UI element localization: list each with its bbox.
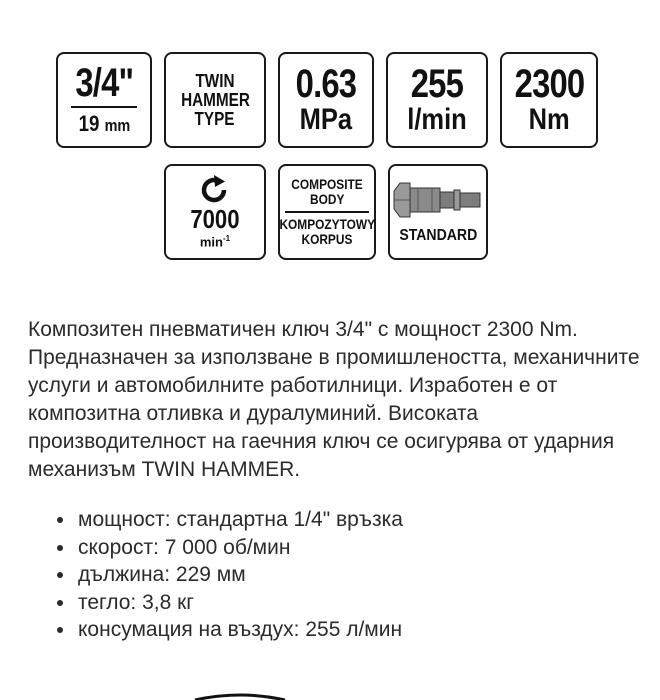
composite-body-badge (278, 164, 376, 260)
cropped-icon-edge (190, 692, 290, 700)
hammer-type-line-2: HAMMER (180, 89, 250, 110)
divider-line (285, 211, 369, 213)
drive-size-fraction: 3/4" (75, 60, 133, 105)
pressure-value: 0.63 (295, 62, 357, 106)
list-item: • консумация на въздух: 255 л/мин (76, 616, 403, 644)
rotate-arrow-icon (198, 174, 232, 204)
list-item: • скорост: 7 000 об/мин (76, 534, 403, 562)
drive-size-mm (78, 112, 130, 138)
drive-size-badge (56, 52, 152, 148)
drive-size-mm-value: 19 (78, 110, 99, 136)
speed-value: 7000 (190, 204, 240, 235)
air-flow-unit: l/min (407, 103, 467, 136)
list-item: • мощност: стандартна 1/4" връзка (76, 506, 403, 534)
speed-badge (164, 164, 266, 260)
list-item: • дължина: 229 мм (76, 561, 403, 589)
speed-unit (200, 232, 230, 249)
body-pl-line-1: KOMPOZYTOWY (279, 215, 375, 232)
body-en-line-1: COMPOSITE (291, 176, 363, 193)
hammer-type-line-1: TWIN (195, 70, 235, 91)
hammer-type-badge (164, 52, 266, 148)
torque-unit: Nm (528, 103, 570, 136)
air-connector-icon (392, 179, 484, 221)
feature-list (50, 506, 403, 644)
speed-unit-exponent: -1 (223, 234, 231, 244)
hammer-type-line-3: TYPE (195, 108, 235, 129)
air-flow-value: 255 (410, 62, 464, 106)
pressure-badge (278, 52, 374, 148)
torque-value: 2300 (514, 62, 584, 106)
speed-unit-text: min (199, 234, 223, 250)
list-item: • тегло: 3,8 кг (76, 589, 403, 617)
drive-size-mm-unit: mm (104, 115, 130, 135)
divider-line (71, 106, 137, 108)
body-pl-line-2: KORPUS (301, 230, 353, 247)
air-flow-badge (386, 52, 488, 148)
connector-label: STANDARD (399, 227, 477, 244)
connector-badge (388, 164, 488, 260)
torque-badge (500, 52, 598, 148)
pressure-unit: MPa (299, 103, 353, 136)
body-en-line-2: BODY (309, 191, 345, 208)
product-description: Композитен пневматичен ключ 3/4" с мощност 2300 Nm. Предназначен за използване в промишлеността, механичните услуги и автомобилните работилници. Изработен е от композитна отливка и дуралуминий. Високата производителност на гаечния ключ се осигурява от ударния механизъм TWIN HAMMER. (28, 318, 640, 481)
